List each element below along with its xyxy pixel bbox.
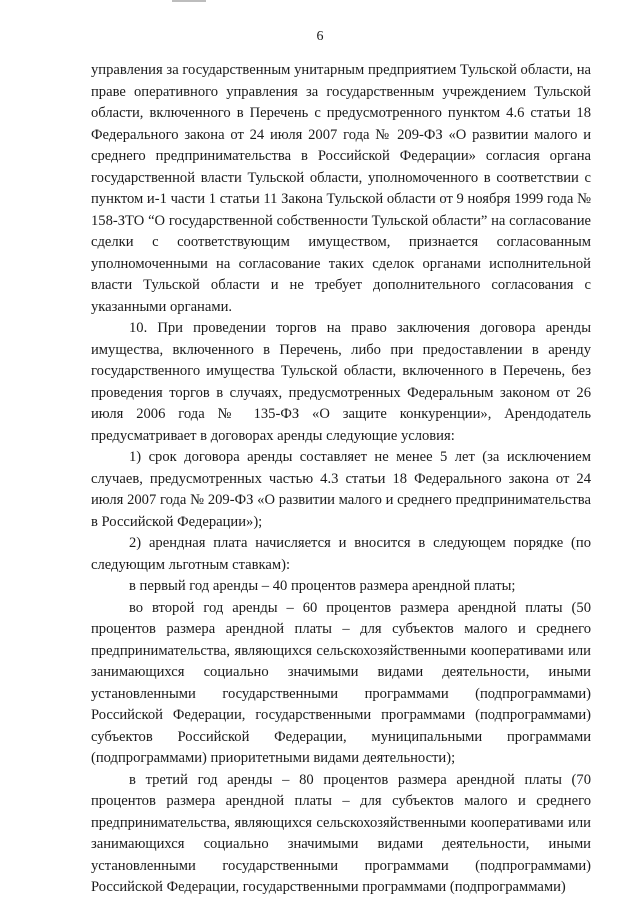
page-number: 6	[316, 29, 324, 44]
paragraph-item-10: 10. При проведении торгов на право заключения договора аренды имущества, включенного в Перечень, либо при предоставлении в аренду государственного имущества Тульской области, включенного в Перечень, без проведения торгов в случаях, предусмотренных Федеральным законом от 26 июля 2006 года № 135-ФЗ «О защите конкуренции», Арендодатель предусматривает в договорах аренды следующие условия:	[91, 320, 591, 444]
scan-top-mark	[172, 0, 206, 2]
document-body	[91, 60, 591, 899]
paragraph-second-year: во второй год аренды – 60 процентов размера арендной платы (50 процентов размера арендной платы – для субъектов малого и среднего предпринимательства, являющихся сельскохозяйственными кооперативами или занимающихся социально значимыми видами деятельности, иными установленными государственными программами (подпрограммами) Российской Федерации, государственными программами (подпрограммами) субъектов Российской Федерации, муниципальными программами (подпрограммами) приоритетными видами деятельности);	[91, 599, 591, 766]
paragraph-subitem-1: 1) срок договора аренды составляет не менее 5 лет (за исключением случаев, предусмотренных частью 4.3 статьи 18 Федерального закона от 24 июля 2007 года № 209-ФЗ «О развитии малого и среднего предпринимательства в Российской Федерации»);	[91, 449, 591, 530]
paragraph-third-year: в третий год аренды – 80 процентов размера арендной платы (70 процентов размера арендной платы – для субъектов малого и среднего предпринимательства, являющихся сельскохозяйственными кооперативами или занимающихся социально значимыми видами деятельности, иными установленными государственными программами (подпрограммами) Российской Федерации, государственными программами (подпрограммами)	[91, 771, 591, 895]
paragraph-continuation: управления за государственным унитарным предприятием Тульской области, на праве оперативного управления за государственным учреждением Тульской области, включенного в Перечень с предусмотренного пунктом 4.6 статьи 18 Федерального закона от 24 июля 2007 года № 209-ФЗ «О развитии малого и среднего предпринимательства в Российской Федерации» согласия органа государственной власти Тульской области, уполномоченного в соответствии с пунктом и-1 части 1 статьи 11 Закона Тульской области от 9 ноября 1999 года № 158-ЗТО “О государственной собственности Тульской области” на согласование сделки с соответствующим имуществом, признается согласованным уполномоченными на согласование таких сделок органами исполнительной власти Тульской области и не требует дополнительного согласования с указанными органами.	[91, 62, 591, 315]
paragraph-first-year: в первый год аренды – 40 процентов размера арендной платы;	[129, 578, 516, 594]
paragraph-subitem-2: 2) арендная плата начисляется и вносится в следующем порядке (по следующим льготным ставкам):	[91, 535, 591, 573]
